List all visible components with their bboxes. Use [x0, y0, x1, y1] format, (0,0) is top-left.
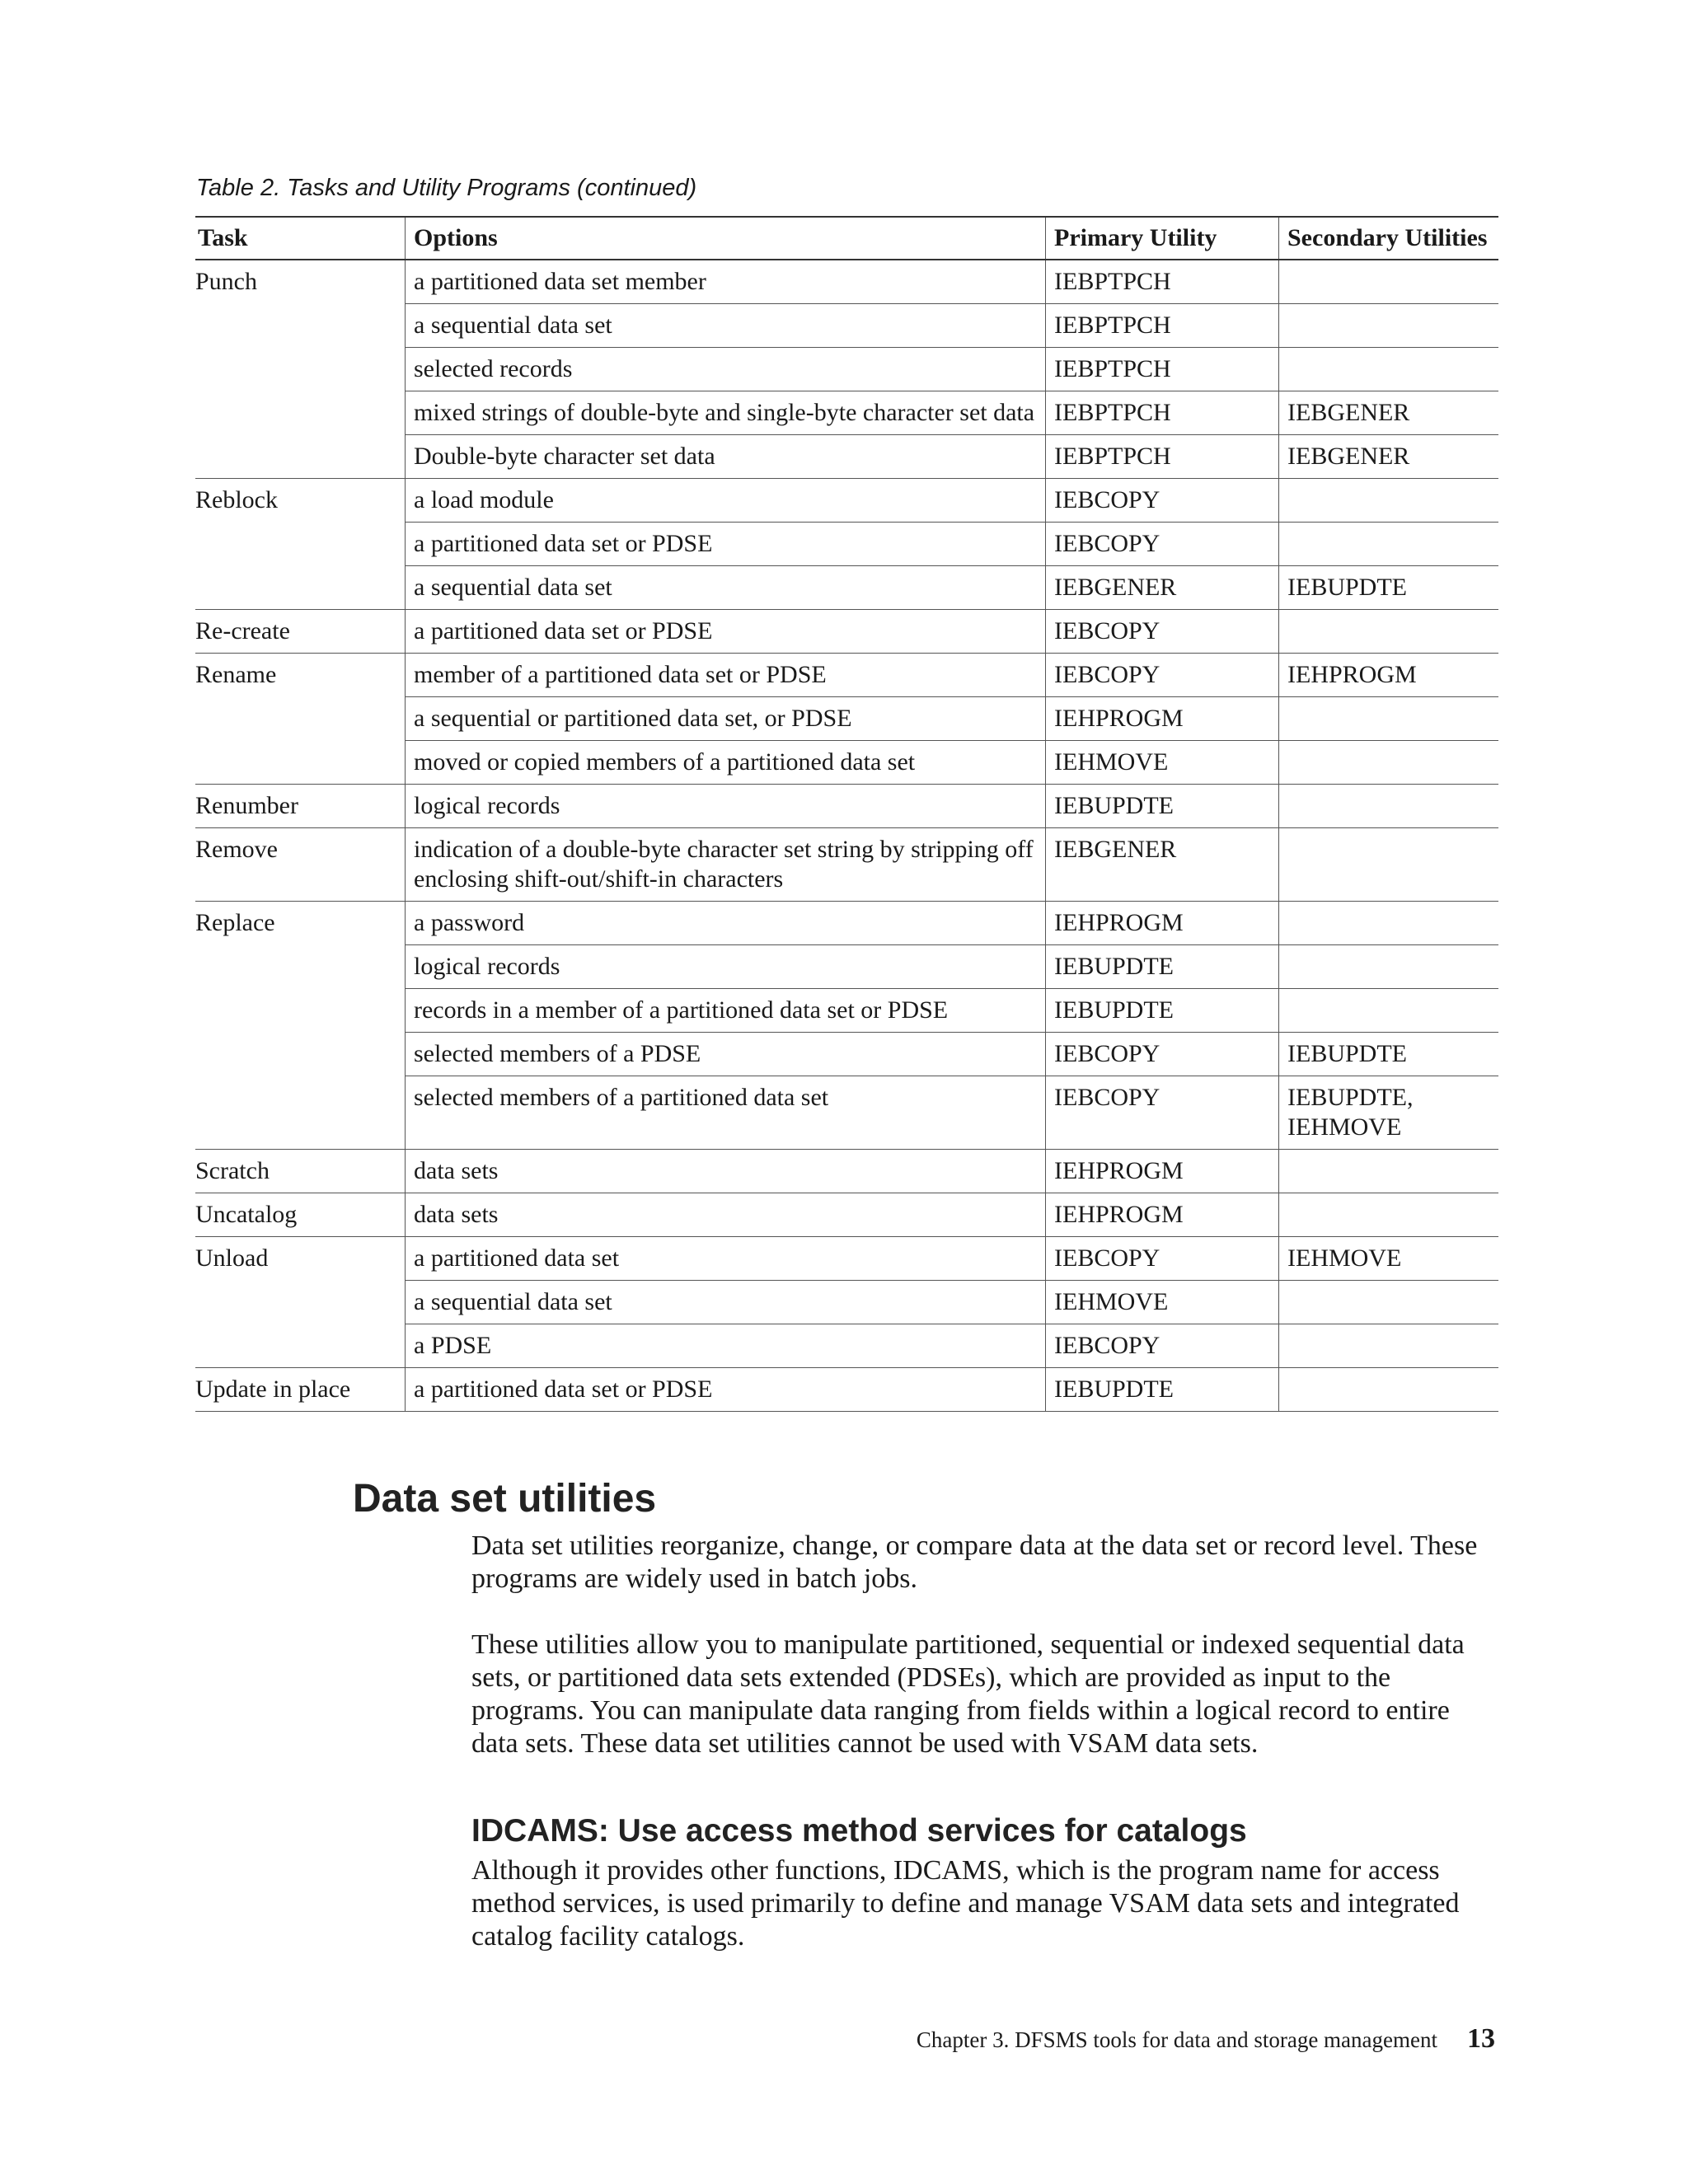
secondary-utility-cell [1279, 260, 1499, 304]
task-cell [195, 945, 406, 989]
secondary-utility-cell [1279, 1193, 1499, 1237]
secondary-utility-cell: IEHMOVE [1279, 1237, 1499, 1281]
header-secondary-utilities: Secondary Utilities [1279, 217, 1499, 260]
task-cell [195, 304, 406, 348]
primary-utility-cell: IEBCOPY [1046, 1237, 1279, 1281]
task-cell: Rename [195, 661, 277, 688]
secondary-utility-cell: IEBUPDTE, IEHMOVE [1279, 1076, 1499, 1150]
option-cell: logical records [406, 785, 1046, 828]
task-cell [195, 1281, 406, 1324]
secondary-utility-cell [1279, 1150, 1499, 1193]
table-row [195, 1281, 1498, 1324]
task-cell: Uncatalog [195, 1193, 406, 1237]
primary-utility-cell: IEBCOPY [1046, 654, 1279, 697]
primary-utility-cell: IEBUPDTE [1046, 989, 1279, 1033]
secondary-utility-cell: IEBUPDTE [1279, 566, 1499, 610]
option-cell: a partitioned data set member [406, 260, 1046, 304]
table-row [195, 828, 1498, 902]
primary-utility-cell: IEHPROGM [1046, 1193, 1279, 1237]
option-cell: indication of a double-byte character set string by stripping off enclosing shift-out/shift-in characters [406, 828, 1046, 902]
task-cell: Replace [195, 909, 275, 936]
option-cell: records in a member of a partitioned data set or PDSE [406, 989, 1046, 1033]
primary-utility-cell: IEHMOVE [1046, 741, 1279, 785]
secondary-utility-cell [1279, 1281, 1499, 1324]
table-row [195, 566, 1498, 610]
secondary-utility-cell [1279, 902, 1499, 945]
table-row [195, 610, 1498, 654]
secondary-utility-cell: IEBGENER [1279, 391, 1499, 435]
option-cell: member of a partitioned data set or PDSE [406, 654, 1046, 697]
table-row [195, 902, 1498, 945]
task-cell [195, 697, 406, 741]
primary-utility-cell: IEHPROGM [1046, 902, 1279, 945]
task-cell [195, 566, 406, 610]
option-cell: a partitioned data set [406, 1237, 1046, 1281]
option-cell: selected records [406, 348, 1046, 391]
primary-utility-cell: IEBGENER [1046, 828, 1279, 902]
secondary-utility-cell [1279, 697, 1499, 741]
secondary-utility-cell [1279, 945, 1499, 989]
task-cell: Punch [195, 268, 257, 295]
primary-utility-cell: IEBUPDTE [1046, 945, 1279, 989]
secondary-utility-cell [1279, 348, 1499, 391]
table-caption: Table 2. Tasks and Utility Programs (continued) [196, 175, 697, 201]
table-row [195, 785, 1498, 828]
table-row [195, 479, 1498, 523]
option-cell: a partitioned data set or PDSE [406, 610, 1046, 654]
primary-utility-cell: IEBPTPCH [1046, 348, 1279, 391]
primary-utility-cell: IEHPROGM [1046, 697, 1279, 741]
secondary-utility-cell [1279, 1324, 1499, 1368]
secondary-utility-cell [1279, 610, 1499, 654]
task-cell [195, 391, 406, 435]
primary-utility-cell: IEBUPDTE [1046, 1368, 1279, 1412]
table-row [195, 1076, 1498, 1150]
header-primary-utility: Primary Utility [1046, 217, 1279, 260]
subsection-title: IDCAMS: Use access method services for catalogs [471, 1813, 1247, 1849]
table-row [195, 989, 1498, 1033]
option-cell: a partitioned data set or PDSE [406, 1368, 1046, 1412]
table-row [195, 348, 1498, 391]
table-row [195, 391, 1498, 435]
option-cell: Double-byte character set data [406, 435, 1046, 479]
primary-utility-cell: IEBPTPCH [1046, 435, 1279, 479]
task-cell: Update in place [195, 1368, 406, 1412]
task-cell: Reblock [195, 486, 278, 513]
subsection-paragraph: Although it provides other functions, IDCAMS, which is the program name for access method services, is used primarily to define and manage VSAM data sets and integrated catalog facility catalogs. [471, 1855, 1460, 1952]
option-cell: selected members of a PDSE [406, 1033, 1046, 1076]
option-cell: a password [406, 902, 1046, 945]
option-cell: a partitioned data set or PDSE [406, 523, 1046, 566]
table-row [195, 260, 1498, 304]
table-row [195, 1033, 1498, 1076]
task-cell [195, 989, 406, 1033]
table-row [195, 1237, 1498, 1281]
option-cell: data sets [406, 1150, 1046, 1193]
task-cell: Scratch [195, 1150, 406, 1193]
primary-utility-cell: IEBUPDTE [1046, 785, 1279, 828]
page-footer [917, 2023, 1495, 2055]
task-cell [195, 741, 406, 785]
page-number: 13 [1467, 2023, 1495, 2054]
secondary-utility-cell: IEHPROGM [1279, 654, 1499, 697]
option-cell: selected members of a partitioned data set [406, 1076, 1046, 1150]
task-cell [195, 523, 406, 566]
secondary-utility-cell: IEBUPDTE [1279, 1033, 1499, 1076]
table-row [195, 523, 1498, 566]
header-task: Task [195, 217, 406, 260]
secondary-utility-cell [1279, 989, 1499, 1033]
primary-utility-cell: IEHPROGM [1046, 1150, 1279, 1193]
primary-utility-cell: IEBCOPY [1046, 1324, 1279, 1368]
table-row [195, 697, 1498, 741]
primary-utility-cell: IEBCOPY [1046, 610, 1279, 654]
table-row [195, 945, 1498, 989]
primary-utility-cell: IEBCOPY [1046, 1076, 1279, 1150]
task-cell: Unload [195, 1244, 269, 1272]
secondary-utility-cell: IEBGENER [1279, 435, 1499, 479]
secondary-utility-cell [1279, 479, 1499, 523]
option-cell: a sequential data set [406, 304, 1046, 348]
secondary-utility-cell [1279, 741, 1499, 785]
section-title: Data set utilities [353, 1477, 657, 1521]
table-row [195, 1150, 1498, 1193]
primary-utility-cell: IEBCOPY [1046, 479, 1279, 523]
tasks-utility-table [195, 216, 1498, 1412]
secondary-utility-cell [1279, 304, 1499, 348]
option-cell: logical records [406, 945, 1046, 989]
table-row [195, 435, 1498, 479]
option-cell: mixed strings of double-byte and single-byte character set data [406, 391, 1046, 435]
option-cell: a sequential data set [406, 566, 1046, 610]
task-cell: Re-create [195, 610, 406, 654]
section-paragraph-2: These utilities allow you to manipulate partitioned, sequential or indexed sequential data sets, or partitioned data sets extended (PDSEs), which are provided as input to the programs. You can manipulate data ranging from fields within a logical record to entire data sets. These data set utilities cannot be used with VSAM data sets. [471, 1629, 1465, 1759]
table-row [195, 1368, 1498, 1412]
primary-utility-cell: IEBCOPY [1046, 523, 1279, 566]
table-row [195, 741, 1498, 785]
section-paragraph-1: Data set utilities reorganize, change, or compare data at the data set or record level. These programs are widely used in batch jobs. [471, 1530, 1478, 1594]
task-cell: Remove [195, 828, 406, 902]
task-cell [195, 1033, 406, 1076]
footer-chapter: Chapter 3. DFSMS tools for data and storage management [916, 2027, 1437, 2052]
table-row [195, 1193, 1498, 1237]
task-cell [195, 435, 406, 479]
secondary-utility-cell [1279, 828, 1499, 902]
secondary-utility-cell [1279, 523, 1499, 566]
table-row [195, 304, 1498, 348]
secondary-utility-cell [1279, 1368, 1499, 1412]
primary-utility-cell: IEBGENER [1046, 566, 1279, 610]
option-cell: a sequential data set [406, 1281, 1046, 1324]
option-cell: moved or copied members of a partitioned data set [406, 741, 1046, 785]
primary-utility-cell: IEBPTPCH [1046, 391, 1279, 435]
table-row [195, 654, 1498, 697]
option-cell: data sets [406, 1193, 1046, 1237]
primary-utility-cell: IEBPTPCH [1046, 260, 1279, 304]
table-row [195, 1324, 1498, 1368]
option-cell: a sequential or partitioned data set, or PDSE [406, 697, 1046, 741]
primary-utility-cell: IEBCOPY [1046, 1033, 1279, 1076]
header-options: Options [406, 217, 1046, 260]
option-cell: a PDSE [406, 1324, 1046, 1368]
table-body [195, 260, 1498, 1412]
option-cell: a load module [406, 479, 1046, 523]
primary-utility-cell: IEBPTPCH [1046, 304, 1279, 348]
task-cell [195, 1324, 406, 1368]
primary-utility-cell: IEHMOVE [1046, 1281, 1279, 1324]
table-header-row [195, 217, 1498, 260]
task-cell [195, 348, 406, 391]
secondary-utility-cell [1279, 785, 1499, 828]
task-cell: Renumber [195, 785, 406, 828]
task-cell [195, 1076, 406, 1150]
